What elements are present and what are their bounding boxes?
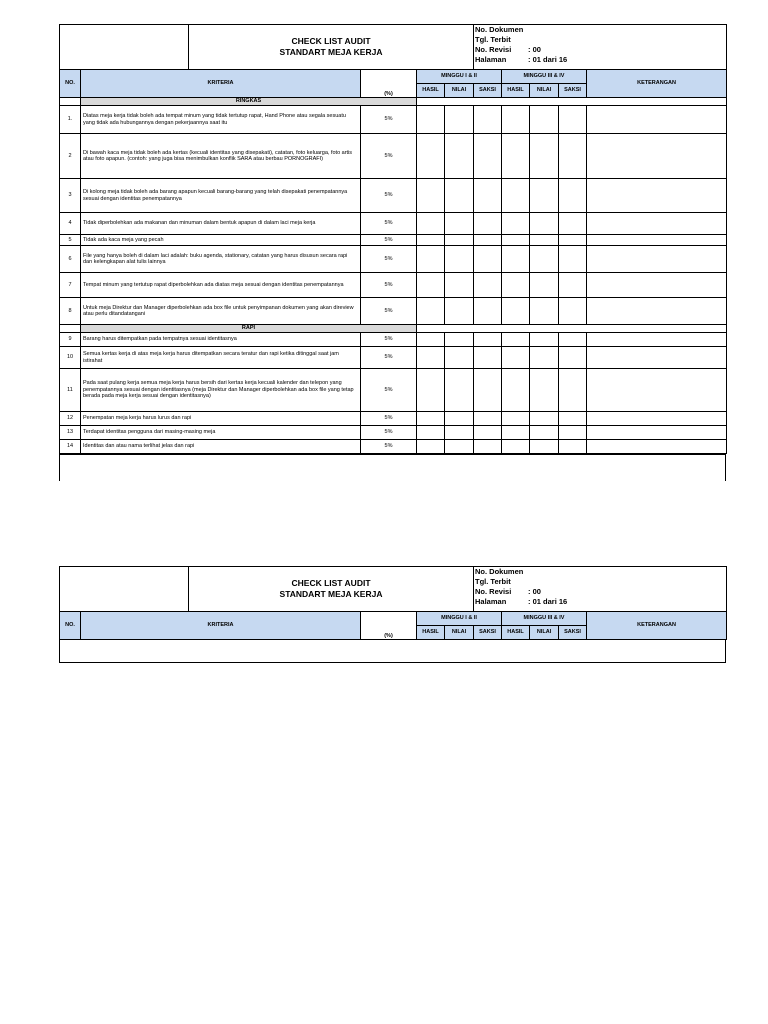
checklist-row: [60, 235, 727, 246]
row-criteria: Identitas dan atau nama terlihat jelas dan rapi: [81, 440, 361, 454]
header-week-3-4: MINGGU III & IV: [502, 612, 587, 626]
checklist-row: [60, 134, 727, 179]
meta-row: [475, 587, 726, 597]
row-criteria: Pada saat pulang kerja semua meja kerja harus bersih dari kertas kerja kecuali kalender dan telepon yang penempatannya sesuai dengan identitasnya (meja Direktur dan Manager diperbolehkan ada box file yang tetap berada pada meja kerja sesuai dengan identitasnya): [81, 369, 361, 412]
nilai-cell[interactable]: [530, 134, 559, 179]
hasil-cell[interactable]: [502, 134, 530, 179]
header-hasil: HASIL: [417, 626, 445, 640]
title-line-2: STANDART MEJA KERJA: [279, 47, 383, 57]
checklist-row: [60, 426, 727, 440]
hasil-cell[interactable]: [417, 426, 445, 440]
row-number: 1.: [60, 106, 81, 134]
row-criteria: Untuk meja Direktur dan Manager diperbolehkan ada box file untuk penyimpanan dokumen yang akan direview atau perlu ditandatangani: [81, 298, 361, 325]
checklist-row: [60, 412, 727, 426]
hasil-cell[interactable]: [502, 412, 530, 426]
hasil-cell[interactable]: [502, 369, 530, 412]
row-weight: 5%: [361, 440, 417, 454]
saksi-cell[interactable]: [474, 298, 502, 325]
nilai-cell[interactable]: [445, 106, 474, 134]
keterangan-cell[interactable]: [587, 333, 727, 347]
hasil-cell[interactable]: [502, 347, 530, 369]
row-number: 9: [60, 333, 81, 347]
checklist-row: [60, 106, 727, 134]
row-weight: 5%: [361, 347, 417, 369]
keterangan-cell[interactable]: [587, 246, 727, 273]
hasil-cell[interactable]: [417, 106, 445, 134]
row-criteria: Di kolong meja tidak boleh ada barang apapun kecuali barang-barang yang telah disepakati penempatannya sesuai dengan identitas penempatannya: [81, 179, 361, 213]
header-kriteria: KRITERIA: [81, 70, 361, 98]
section-title: RAPI: [81, 325, 417, 333]
sheet-footer-area: [59, 640, 726, 663]
row-weight: 5%: [361, 246, 417, 273]
nilai-cell[interactable]: [445, 273, 474, 298]
hasil-cell[interactable]: [417, 369, 445, 412]
saksi-cell[interactable]: [474, 440, 502, 454]
nilai-cell[interactable]: [445, 426, 474, 440]
meta-label: Halaman: [475, 597, 507, 606]
saksi-cell[interactable]: [474, 134, 502, 179]
nilai-cell[interactable]: [445, 134, 474, 179]
meta-label: Tgl. Terbit: [475, 35, 511, 44]
meta-value: : 00: [528, 45, 541, 54]
saksi-cell[interactable]: [474, 235, 502, 246]
checklist-row: [60, 347, 727, 369]
row-weight: 5%: [361, 412, 417, 426]
row-weight: 5%: [361, 106, 417, 134]
hasil-cell[interactable]: [502, 106, 530, 134]
nilai-cell[interactable]: [445, 246, 474, 273]
saksi-cell[interactable]: [559, 213, 587, 235]
saksi-cell[interactable]: [474, 347, 502, 369]
header-hasil: HASIL: [502, 84, 530, 98]
meta-row: [475, 567, 726, 577]
row-number: 10: [60, 347, 81, 369]
header-percent: (%): [361, 612, 417, 640]
keterangan-cell[interactable]: [587, 426, 727, 440]
checklist-sheet-2: [59, 566, 726, 663]
meta-label: No. Dokumen: [475, 567, 524, 576]
checklist-row: [60, 273, 727, 298]
saksi-cell[interactable]: [559, 347, 587, 369]
row-weight: 5%: [361, 134, 417, 179]
row-weight: 5%: [361, 298, 417, 325]
section-blank: [60, 98, 81, 106]
header-hasil: HASIL: [417, 84, 445, 98]
row-number: 5: [60, 235, 81, 246]
row-weight: 5%: [361, 179, 417, 213]
keterangan-cell[interactable]: [587, 298, 727, 325]
checklist-row: [60, 179, 727, 213]
checklist-table-2: [59, 566, 727, 640]
hasil-cell[interactable]: [417, 333, 445, 347]
saksi-cell[interactable]: [559, 369, 587, 412]
hasil-cell[interactable]: [417, 298, 445, 325]
logo-cell: [60, 25, 189, 70]
header-no: NO.: [60, 612, 81, 640]
row-number: 7: [60, 273, 81, 298]
nilai-cell[interactable]: [530, 412, 559, 426]
hasil-cell[interactable]: [502, 426, 530, 440]
header-week-1-2: MINGGU I & II: [417, 612, 502, 626]
row-number: 4: [60, 213, 81, 235]
row-number: 3: [60, 179, 81, 213]
hasil-cell[interactable]: [502, 440, 530, 454]
row-number: 12: [60, 412, 81, 426]
row-number: 11: [60, 369, 81, 412]
section-title: RINGKAS: [81, 98, 417, 106]
row-number: 13: [60, 426, 81, 440]
title-line-2: STANDART MEJA KERJA: [279, 589, 383, 599]
hasil-cell[interactable]: [502, 179, 530, 213]
meta-value: : 01 dari 16: [528, 597, 568, 606]
header-saksi: SAKSI: [559, 626, 587, 640]
saksi-cell[interactable]: [474, 426, 502, 440]
saksi-cell[interactable]: [474, 273, 502, 298]
row-weight: 5%: [361, 273, 417, 298]
row-criteria: Penempatan meja kerja harus lurus dan rapi: [81, 412, 361, 426]
checklist-row: [60, 298, 727, 325]
meta-row: [475, 35, 726, 45]
checklist-row: [60, 333, 727, 347]
hasil-cell[interactable]: [502, 273, 530, 298]
saksi-cell[interactable]: [474, 179, 502, 213]
saksi-cell[interactable]: [559, 179, 587, 213]
checklist-row: [60, 369, 727, 412]
nilai-cell[interactable]: [530, 179, 559, 213]
keterangan-cell[interactable]: [587, 106, 727, 134]
hasil-cell[interactable]: [417, 440, 445, 454]
hasil-cell[interactable]: [502, 213, 530, 235]
nilai-cell[interactable]: [445, 235, 474, 246]
header-nilai: NILAI: [530, 84, 559, 98]
header-saksi: SAKSI: [474, 626, 502, 640]
saksi-cell[interactable]: [474, 106, 502, 134]
row-criteria: Tempat minum yang tertutup rapat diperbolehkan ada diatas meja sesuai dengan identitas penempatannya: [81, 273, 361, 298]
hasil-cell[interactable]: [417, 412, 445, 426]
saksi-cell[interactable]: [559, 333, 587, 347]
nilai-cell[interactable]: [530, 213, 559, 235]
checklist-table-1: [59, 24, 727, 454]
hasil-cell[interactable]: [417, 347, 445, 369]
nilai-cell[interactable]: [530, 106, 559, 134]
row-criteria: Tidak ada kaca meja yang pecah: [81, 235, 361, 246]
keterangan-cell[interactable]: [587, 440, 727, 454]
sheet-footer-area: [59, 454, 726, 481]
saksi-cell[interactable]: [559, 106, 587, 134]
header-saksi: SAKSI: [474, 84, 502, 98]
nilai-cell[interactable]: [530, 298, 559, 325]
row-criteria: Terdapat identitas pengguna dari masing-masing meja: [81, 426, 361, 440]
row-weight: 5%: [361, 333, 417, 347]
row-criteria: Semua kertas kerja di atas meja kerja harus ditempatkan secara teratur dan rapi ketika ditinggal saat jam istirahat: [81, 347, 361, 369]
saksi-cell[interactable]: [559, 298, 587, 325]
meta-row: [475, 25, 726, 35]
hasil-cell[interactable]: [417, 273, 445, 298]
checklist-row: [60, 246, 727, 273]
section-row: [60, 325, 727, 333]
meta-label: No. Revisi: [475, 587, 512, 596]
hasil-cell[interactable]: [417, 179, 445, 213]
row-criteria: Di bawah kaca meja tidak boleh ada kertas (kecuali identitas yang disepakati), catatan, foto keluarga, foto artis atau foto apapun. (contoh: yang juga bisa menimbulkan konflik SARA atau berbau PORNOGRAFI): [81, 134, 361, 179]
row-number: 2: [60, 134, 81, 179]
keterangan-cell[interactable]: [587, 235, 727, 246]
meta-row: [475, 597, 726, 607]
header-saksi: SAKSI: [559, 84, 587, 98]
header-hasil: HASIL: [502, 626, 530, 640]
nilai-cell[interactable]: [530, 347, 559, 369]
document-title: [189, 25, 474, 70]
hasil-cell[interactable]: [417, 213, 445, 235]
document-meta: [474, 567, 727, 612]
meta-value: : 00: [528, 587, 541, 596]
nilai-cell[interactable]: [530, 246, 559, 273]
nilai-cell[interactable]: [530, 369, 559, 412]
header-week-1-2: MINGGU I & II: [417, 70, 502, 84]
header-nilai: NILAI: [445, 84, 474, 98]
meta-label: No. Revisi: [475, 45, 512, 54]
row-weight: 5%: [361, 235, 417, 246]
header-keterangan: KETERANGAN: [587, 70, 727, 98]
nilai-cell[interactable]: [530, 333, 559, 347]
meta-row: [475, 45, 726, 55]
meta-label: Halaman: [475, 55, 507, 64]
title-line-1: CHECK LIST AUDIT: [291, 578, 371, 588]
title-line-1: CHECK LIST AUDIT: [291, 36, 371, 46]
logo-cell: [60, 567, 189, 612]
checklist-row: [60, 213, 727, 235]
header-percent: (%): [361, 70, 417, 98]
header-keterangan: KETERANGAN: [587, 612, 727, 640]
row-weight: 5%: [361, 369, 417, 412]
saksi-cell[interactable]: [559, 246, 587, 273]
saksi-cell[interactable]: [559, 273, 587, 298]
nilai-cell[interactable]: [530, 440, 559, 454]
saksi-cell[interactable]: [559, 412, 587, 426]
nilai-cell[interactable]: [445, 412, 474, 426]
row-number: 6: [60, 246, 81, 273]
hasil-cell[interactable]: [502, 246, 530, 273]
saksi-cell[interactable]: [559, 134, 587, 179]
section-row: [60, 98, 727, 106]
nilai-cell[interactable]: [445, 347, 474, 369]
nilai-cell[interactable]: [445, 179, 474, 213]
nilai-cell[interactable]: [445, 440, 474, 454]
keterangan-cell[interactable]: [587, 179, 727, 213]
header-nilai: NILAI: [530, 626, 559, 640]
hasil-cell[interactable]: [502, 298, 530, 325]
saksi-cell[interactable]: [474, 213, 502, 235]
nilai-cell[interactable]: [445, 333, 474, 347]
keterangan-cell[interactable]: [587, 273, 727, 298]
keterangan-cell[interactable]: [587, 213, 727, 235]
saksi-cell[interactable]: [474, 246, 502, 273]
section-blank: [417, 98, 727, 106]
hasil-cell[interactable]: [502, 235, 530, 246]
row-weight: 5%: [361, 426, 417, 440]
saksi-cell[interactable]: [559, 426, 587, 440]
saksi-cell[interactable]: [559, 235, 587, 246]
document-meta: [474, 25, 727, 70]
row-number: 14: [60, 440, 81, 454]
saksi-cell[interactable]: [474, 333, 502, 347]
hasil-cell[interactable]: [502, 333, 530, 347]
section-blank: [417, 325, 727, 333]
keterangan-cell[interactable]: [587, 369, 727, 412]
row-number: 8: [60, 298, 81, 325]
header-week-3-4: MINGGU III & IV: [502, 70, 587, 84]
header-kriteria: KRITERIA: [81, 612, 361, 640]
row-weight: 5%: [361, 213, 417, 235]
meta-row: [475, 577, 726, 587]
row-criteria: Barang harus ditempatkan pada tempatnya sesuai identitasnya: [81, 333, 361, 347]
hasil-cell[interactable]: [417, 235, 445, 246]
hasil-cell[interactable]: [417, 246, 445, 273]
row-criteria: Diatas meja kerja tidak boleh ada tempat minum yang tidak tertutup rapat, Hand Phone atau segala sesuatu yang tidak ada hubungannya dengan pekerjaannya saat itu: [81, 106, 361, 134]
meta-label: Tgl. Terbit: [475, 577, 511, 586]
meta-value: : 01 dari 16: [528, 55, 568, 64]
keterangan-cell[interactable]: [587, 412, 727, 426]
nilai-cell[interactable]: [445, 298, 474, 325]
saksi-cell[interactable]: [474, 369, 502, 412]
checklist-sheet-1: [59, 24, 726, 481]
nilai-cell[interactable]: [445, 213, 474, 235]
checklist-rows: [60, 98, 727, 454]
document-title: [189, 567, 474, 612]
section-blank: [60, 325, 81, 333]
saksi-cell[interactable]: [474, 412, 502, 426]
meta-row: [475, 55, 726, 65]
keterangan-cell[interactable]: [587, 134, 727, 179]
keterangan-cell[interactable]: [587, 347, 727, 369]
nilai-cell[interactable]: [445, 369, 474, 412]
header-nilai: NILAI: [445, 626, 474, 640]
row-criteria: File yang hanya boleh di dalam laci adalah: buku agenda, stationary, catatan yang harus disusun secara rapi dan kelengkapan alat tulis lainnya: [81, 246, 361, 273]
saksi-cell[interactable]: [559, 440, 587, 454]
checklist-row: [60, 440, 727, 454]
nilai-cell[interactable]: [530, 426, 559, 440]
row-criteria: Tidak diperbolehkan ada makanan dan minuman dalam bentuk apapun di dalam laci meja kerja: [81, 213, 361, 235]
header-no: NO.: [60, 70, 81, 98]
nilai-cell[interactable]: [530, 273, 559, 298]
hasil-cell[interactable]: [417, 134, 445, 179]
nilai-cell[interactable]: [530, 235, 559, 246]
meta-label: No. Dokumen: [475, 25, 524, 34]
